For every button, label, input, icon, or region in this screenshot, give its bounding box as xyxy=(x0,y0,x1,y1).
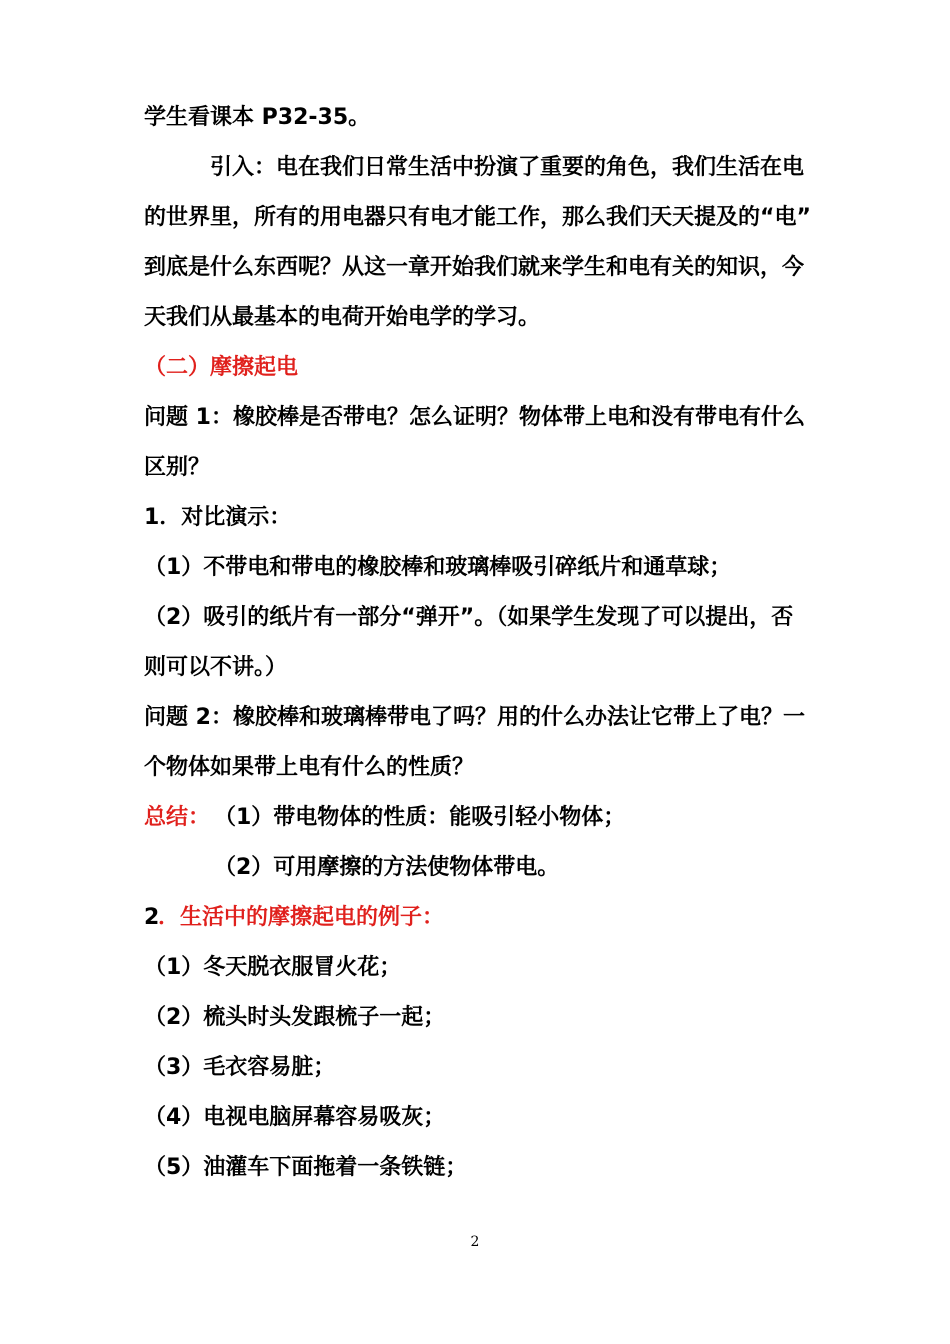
line-demo-heading: 1．对比演示： xyxy=(144,505,292,530)
line-demo-2b: 则可以不讲。） xyxy=(144,655,288,680)
examples-heading: ．生活中的摩擦起电的例子： xyxy=(158,905,445,930)
line-intro-1: 引入：电在我们日常生活中扮演了重要的角色，我们生活在电 xyxy=(210,155,805,180)
line-summary-2: （2）可用摩擦的方法使物体带电。 xyxy=(214,855,560,880)
line-question-2b: 个物体如果带上电有什么的性质？ xyxy=(144,755,475,780)
line-question-2a: 问题 2：橡胶棒和玻璃棒带电了吗？用的什么办法让它带上了电？一 xyxy=(144,705,805,730)
line-summary-1: （1）带电物体的性质：能吸引轻小物体； xyxy=(214,805,626,830)
line-demo-2a: （2）吸引的纸片有一部分“弹开”。（如果学生发现了可以提出，否 xyxy=(144,605,794,630)
page-number: 2 xyxy=(470,1234,480,1250)
summary-label: 总结： xyxy=(144,805,211,830)
line-example-3: （3）毛衣容易脏； xyxy=(144,1055,336,1080)
examples-number: 2 xyxy=(144,905,160,930)
line-intro-3: 到底是什么东西呢？从这一章开始我们就来学生和电有关的知识，今 xyxy=(144,255,805,280)
line-example-4: （4）电视电脑屏幕容易吸灰； xyxy=(144,1105,446,1130)
section-heading: （二）摩擦起电 xyxy=(144,355,299,380)
line-demo-1: （1）不带电和带电的橡胶棒和玻璃棒吸引碎纸片和通草球； xyxy=(144,555,732,580)
line-question-1a: 问题 1：橡胶棒是否带电？怎么证明？物体带上电和没有带电有什么 xyxy=(144,405,805,430)
line-question-1b: 区别？ xyxy=(144,455,211,480)
line-example-5: （5）油灌车下面拖着一条铁链； xyxy=(144,1155,468,1180)
line-intro-4: 天我们从最基本的电荷开始电学的学习。 xyxy=(144,305,541,330)
line-example-1: （1）冬天脱衣服冒火花； xyxy=(144,955,402,980)
line-example-2: （2）梳头时头发跟梳子一起； xyxy=(144,1005,446,1030)
line-textbook-ref: 学生看课本 P32-35。 xyxy=(144,105,371,130)
line-intro-2: 的世界里，所有的用电器只有电才能工作，那么我们天天提及的“电” xyxy=(144,205,811,230)
